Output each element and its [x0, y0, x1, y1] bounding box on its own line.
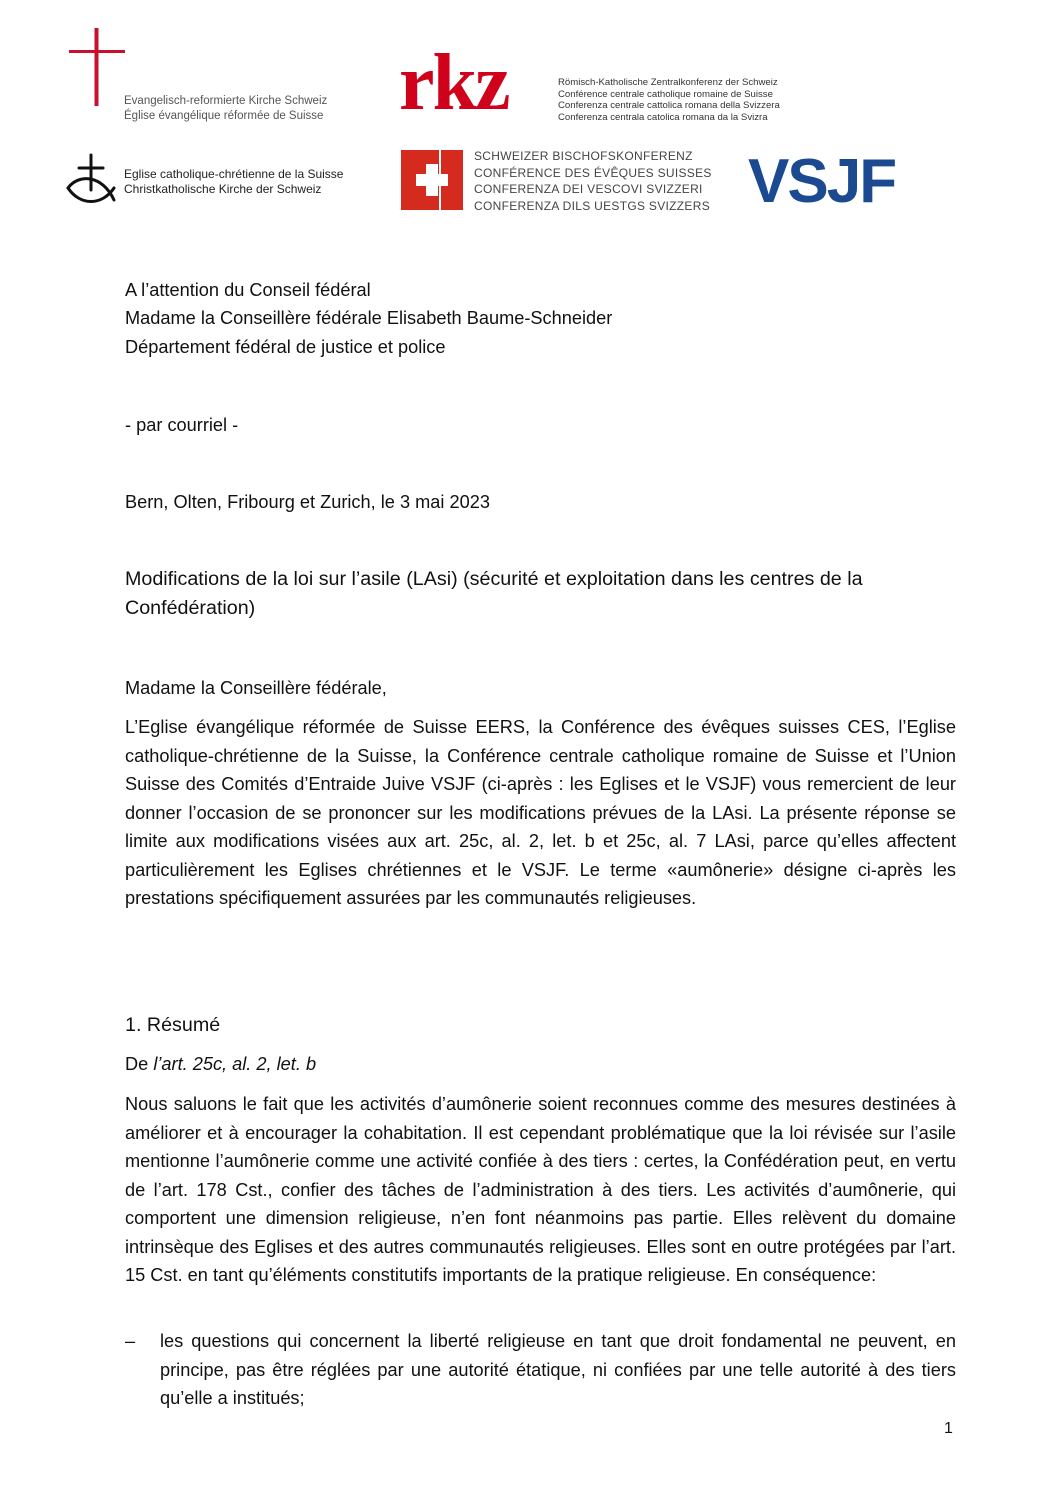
sbk-logo-text: SCHWEIZER BISCHOFSKONFERENZ CONFÉRENCE DES ÉVÊQUES SUISSES CONFERENZA DEI VESCOVI SVIZZERI CONFERENZA DILS UESTGS SVIZZERS [474, 149, 712, 213]
section-subheading: De l’art. 25c, al. 2, let. b [125, 1054, 317, 1074]
christcath-logo-text: Eglise catholique-chrétienne de la Suisse Christkatholische Kirche der Schweiz [124, 167, 344, 196]
eers-cross-logo [66, 28, 128, 108]
address-line-2: Madame la Conseillère fédérale Elisabeth Baume-Schneider [125, 308, 613, 328]
rkz-logo-text: Römisch-Katholische Zentralkonferenz der Schweiz Conférence centrale catholique romaine de Suisse Conferenza centrale cattolica romana della Svizzera Conferenza centrala catolica romana da la Svizra [558, 77, 780, 123]
anchor-cross-icon [62, 152, 120, 210]
swiss-bishops-flag-logo [401, 150, 463, 210]
vsjf-logo-word: VSJF [748, 147, 896, 216]
bullet-marker: – [125, 1331, 136, 1351]
section-paragraph: Nous saluons le fait que les activités d’aumônerie soient reconnues comme des mesures destinées à améliorer et à encourager la cohabitation. Il est cependant problématique que la loi révisée sur l’asile mentionne l’aumônerie comme une activité confiée à des tiers : certes, la Confédération peut, en vertu de l’art. 178 Cst., confier des tâches de l’administration à des tiers. Les activités d’aumônerie, qui comportent une dimension religieuse, n’en font néanmoins pas partie. Elles relèvent du domaine intrinsèque des Eglises et des autres communautés religieuses. Elles sont en outre protégées par l’art. 15 Cst. en tant qu’éléments constitutifs importants de la pratique religieuse. En conséquence: [125, 1094, 956, 1285]
subject-line: Modifications de la loi sur l’asile (LAsi) (sécurité et exploitation dans les centres de la Confédération) [125, 568, 863, 619]
eers-logo-text: Evangelisch-reformierte Kirche Schweiz Église évangélique réformée de Suisse [124, 95, 328, 122]
address-line-3: Département fédéral de justice et police [125, 337, 446, 357]
rkz-logo-word: rkz [399, 39, 509, 127]
section-heading: 1. Résumé [125, 1014, 221, 1036]
delivery-note: - par courriel - [125, 415, 239, 435]
page-number: 1 [944, 1420, 953, 1437]
bullet-item: les questions qui concernent la liberté religieuse en tant que droit fondamental ne peuvent, en principe, pas être réglées par une autorité étatique, ni confiées par une telle autorité à des tiers qu’elle a institués; [160, 1331, 956, 1408]
place-date: Bern, Olten, Fribourg et Zurich, le 3 mai 2023 [125, 492, 490, 512]
address-line-1: A l’attention du Conseil fédéral [125, 280, 371, 300]
intro-paragraph: L’Eglise évangélique réformée de Suisse EERS, la Conférence des évêques suisses CES, l’Eglise catholique-chrétienne de la Suisse, la Conférence centrale catholique romaine de Suisse et l’Union Suisse des Comités d’Entraide Juive VSJF (ci-après : les Eglises et le VSJF) vous remercient de leur donner l’occasion de se prononcer sur les modifications prévues de la LAsi. La présente réponse se limite aux modifications visées aux art. 25c, al. 2, let. b et 25c, al. 7 LAsi, parce qu’elles affectent particulièrement les Eglises chrétiennes et le VSJF. Le terme «aumônerie» désigne ci-après les prestations spécifiquement assurées par les communautés religieuses. [125, 717, 956, 908]
salutation: Madame la Conseillère fédérale, [125, 678, 387, 698]
